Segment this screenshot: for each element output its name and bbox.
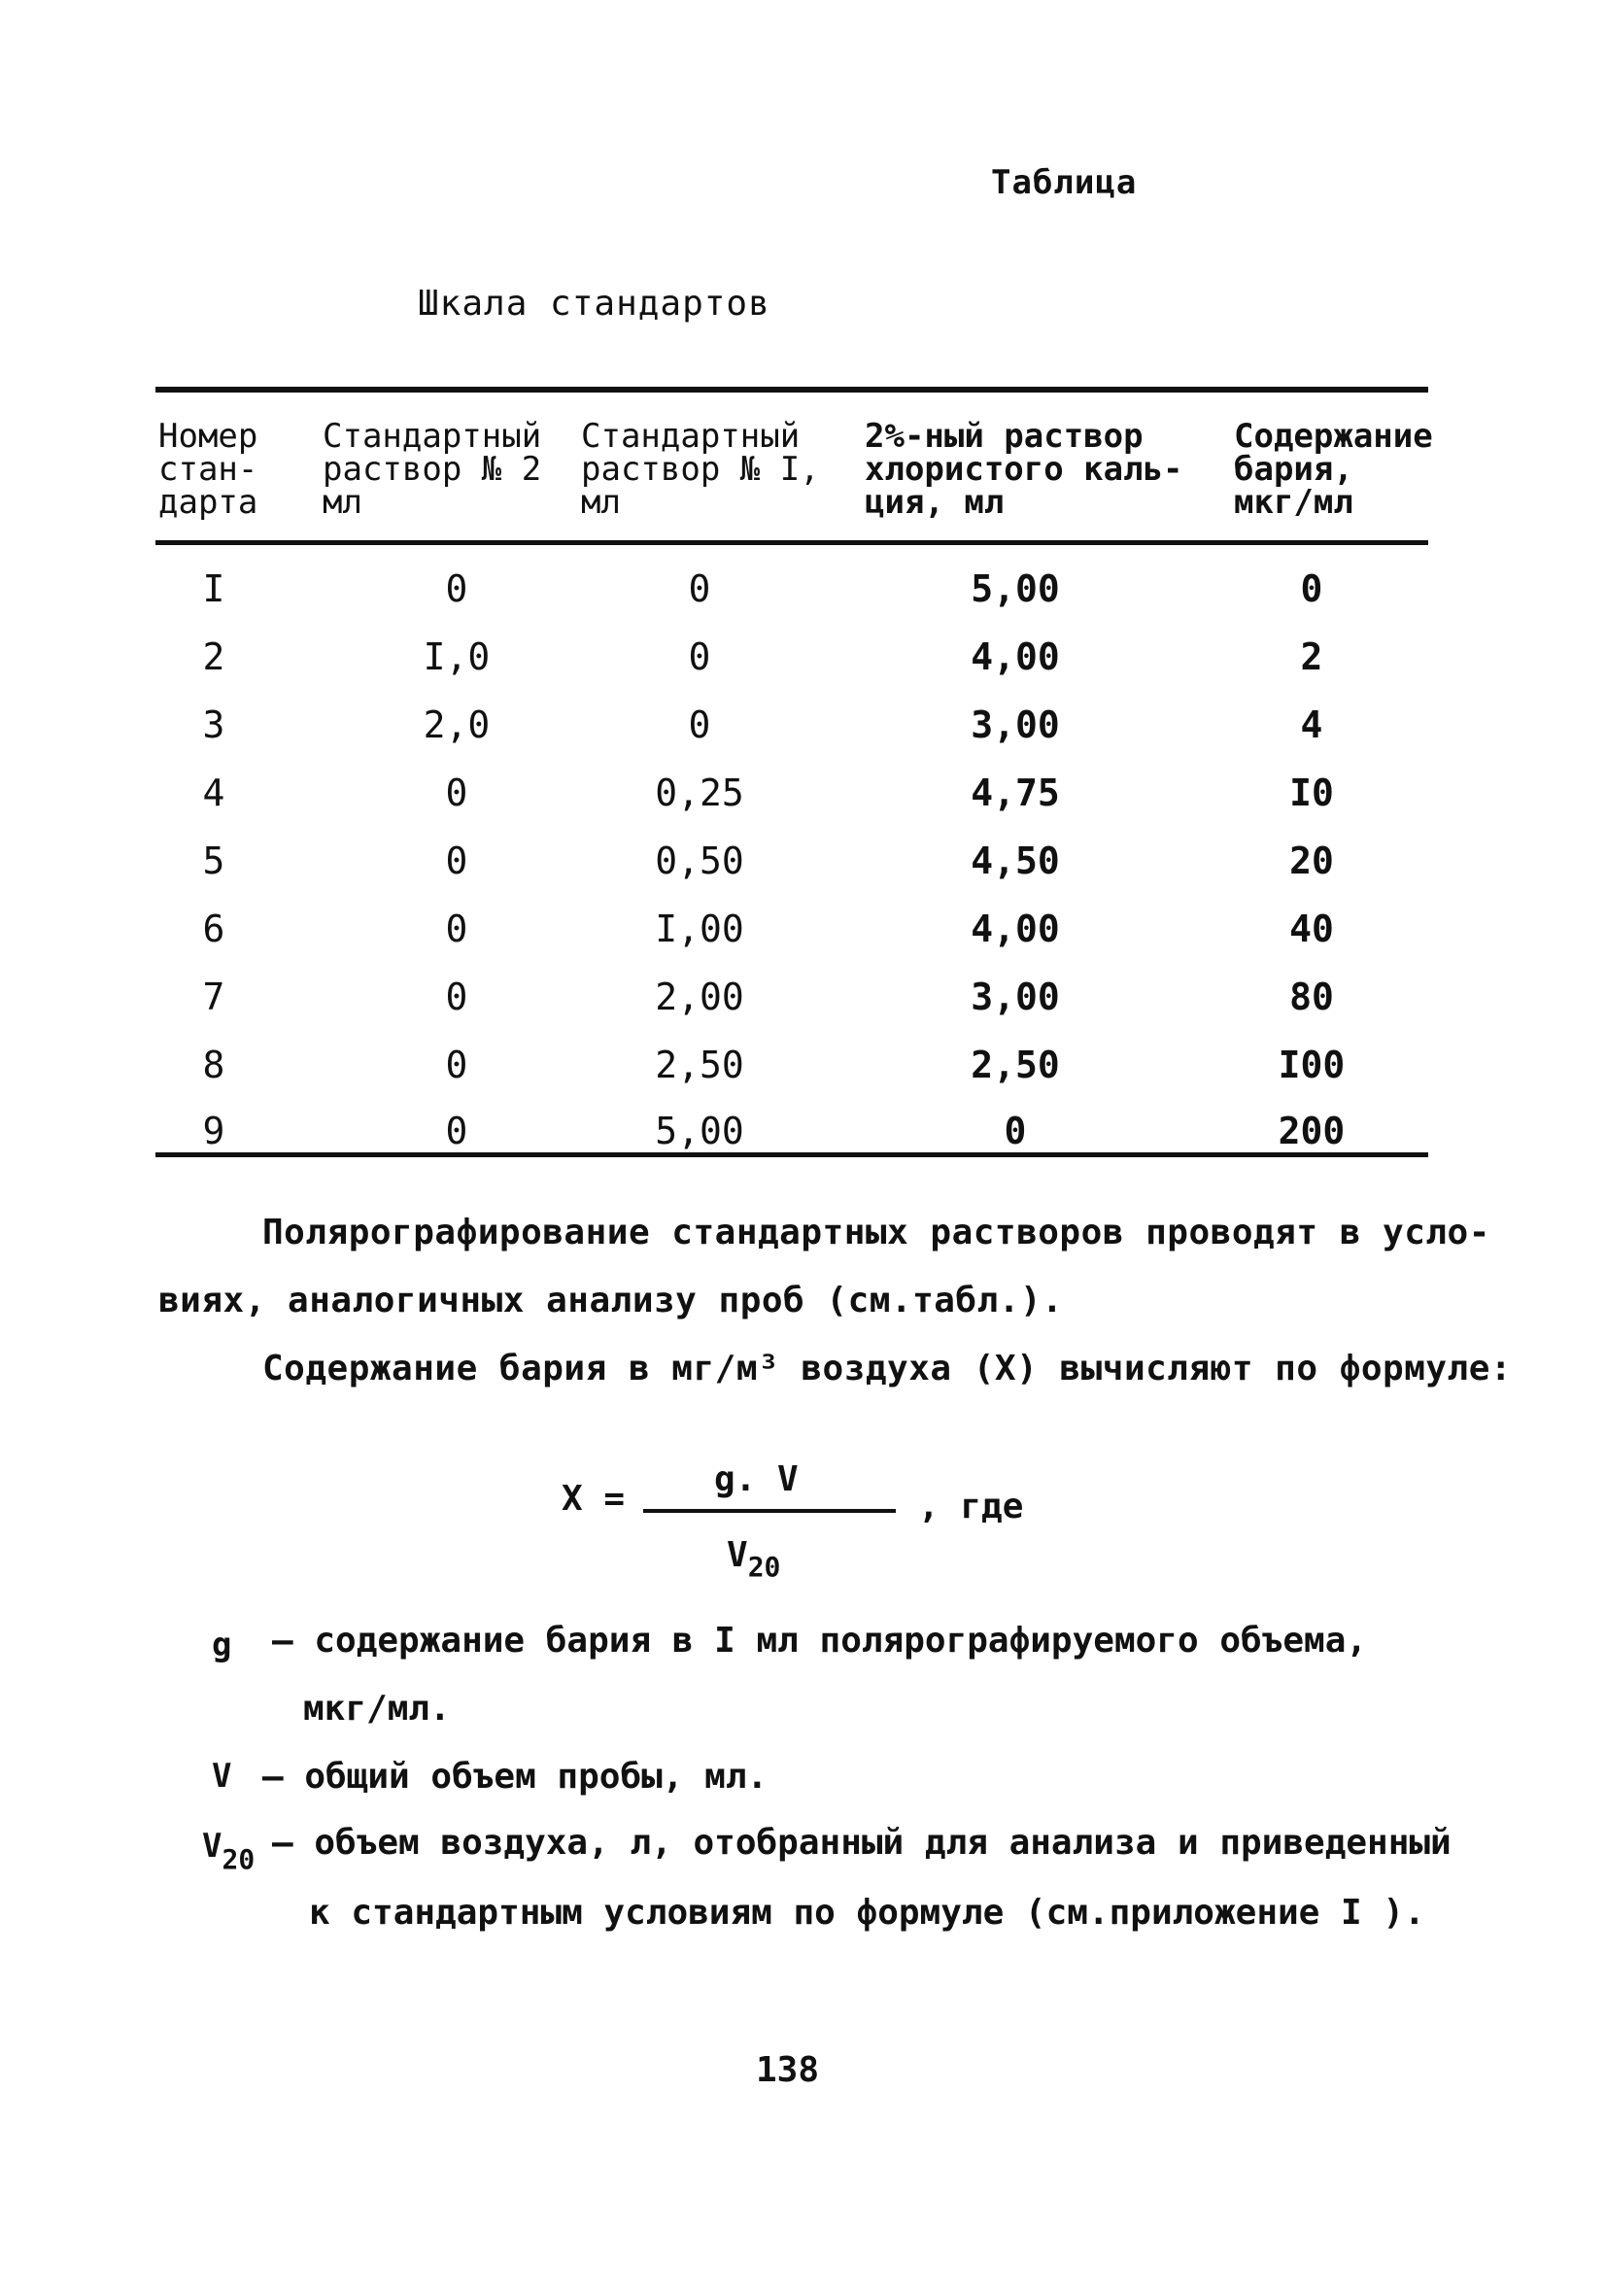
- symbol-v20: $V_{20}$: [202, 1827, 256, 1875]
- cell-solution-1: 0,25: [655, 771, 744, 814]
- formula-denominator: $V_{20}$: [727, 1535, 781, 1583]
- cell-solution-1: 0,50: [655, 840, 744, 882]
- formula-lhs: X =: [562, 1479, 626, 1519]
- cell-solution-1: 0: [688, 635, 711, 678]
- cell-solution-2: 0: [445, 567, 468, 610]
- cell-solution-2: 0: [445, 840, 468, 882]
- symbol-v: V: [212, 1757, 232, 1796]
- cell-solution-2: 0: [445, 1110, 468, 1152]
- cell-number: I: [202, 567, 225, 610]
- paragraph-polarography-line1: Полярографирование стандартных растворов проводят в усло-: [262, 1213, 1490, 1252]
- formula-suffix: , где: [918, 1487, 1024, 1526]
- cell-barium: 200: [1278, 1110, 1346, 1152]
- cell-calcium-chloride: 5,00: [971, 567, 1060, 610]
- cell-calcium-chloride: 0: [1004, 1110, 1027, 1152]
- cell-solution-2: 2,0: [423, 703, 491, 746]
- cell-barium: 40: [1289, 908, 1334, 950]
- cell-solution-1: 2,00: [655, 976, 744, 1018]
- cell-number: 9: [202, 1110, 225, 1152]
- formula-numerator: g. V: [714, 1459, 799, 1499]
- cell-solution-2: 0: [445, 908, 468, 950]
- cell-solution-1: 0: [688, 567, 711, 610]
- definition-v20-line2: к стандартным условиям по формуле (см.приложение I ).: [309, 1893, 1425, 1933]
- table-title: Шкала стандартов: [418, 284, 770, 324]
- header-solution-2: Стандартный раствор № 2 мл: [323, 417, 542, 522]
- cell-number: 5: [202, 840, 225, 882]
- table-header-rule: [155, 540, 1428, 545]
- cell-barium: 0: [1300, 567, 1323, 610]
- cell-calcium-chloride: 4,75: [971, 771, 1060, 814]
- paragraph-barium-content: Содержание бария в мг/м³ воздуха (X) вычисляют по формуле:: [262, 1349, 1513, 1388]
- cell-number: 4: [202, 771, 225, 814]
- cell-solution-1: I,00: [655, 908, 744, 950]
- cell-solution-1: 0: [688, 703, 711, 746]
- table-bottom-rule: [155, 1152, 1428, 1157]
- cell-barium: I0: [1289, 771, 1334, 814]
- header-solution-1: Стандартный раствор № I, мл: [581, 417, 820, 522]
- definition-v20-line1: – объем воздуха, л, отобранный для анализа и приведенный: [272, 1823, 1452, 1863]
- cell-number: 2: [202, 635, 225, 678]
- table-top-rule: [155, 387, 1428, 393]
- definition-v: – общий объем пробы, мл.: [262, 1757, 769, 1797]
- cell-calcium-chloride: 3,00: [971, 703, 1060, 746]
- cell-calcium-chloride: 4,00: [971, 908, 1060, 950]
- definition-g-line1: – содержание бария в I мл полярографируемого объема,: [272, 1621, 1368, 1661]
- cell-barium: I00: [1278, 1044, 1346, 1086]
- definition-g-line2: мкг/мл.: [303, 1689, 451, 1729]
- cell-solution-1: 5,00: [655, 1110, 744, 1152]
- cell-calcium-chloride: 4,00: [971, 635, 1060, 678]
- cell-solution-1: 2,50: [655, 1044, 744, 1086]
- cell-solution-2: 0: [445, 1044, 468, 1086]
- cell-barium: 80: [1289, 976, 1334, 1018]
- header-calcium-chloride: 2%-ный раствор хлористого каль- ция, мл: [865, 417, 1183, 522]
- header-barium-content: Содержание бария, мкг/мл: [1234, 417, 1433, 522]
- paragraph-polarography-line2: виях, аналогичных анализу проб (см.табл.).: [158, 1281, 1064, 1320]
- formula-fraction-line: [643, 1509, 896, 1513]
- cell-calcium-chloride: 2,50: [971, 1044, 1060, 1086]
- cell-barium: 4: [1300, 703, 1323, 746]
- table-label: Таблица: [991, 163, 1138, 202]
- cell-solution-2: 0: [445, 976, 468, 1018]
- cell-number: 8: [202, 1044, 225, 1086]
- cell-solution-2: I,0: [423, 635, 491, 678]
- symbol-g: g: [212, 1626, 232, 1664]
- cell-solution-2: 0: [445, 771, 468, 814]
- cell-barium: 2: [1300, 635, 1323, 678]
- cell-number: 3: [202, 703, 225, 746]
- cell-calcium-chloride: 3,00: [971, 976, 1060, 1018]
- cell-barium: 20: [1289, 840, 1334, 882]
- cell-number: 6: [202, 908, 225, 950]
- cell-calcium-chloride: 4,50: [971, 840, 1060, 882]
- page-number: 138: [756, 2050, 820, 2090]
- cell-number: 7: [202, 976, 225, 1018]
- header-standard-number: Номер стан- дарта: [158, 417, 258, 522]
